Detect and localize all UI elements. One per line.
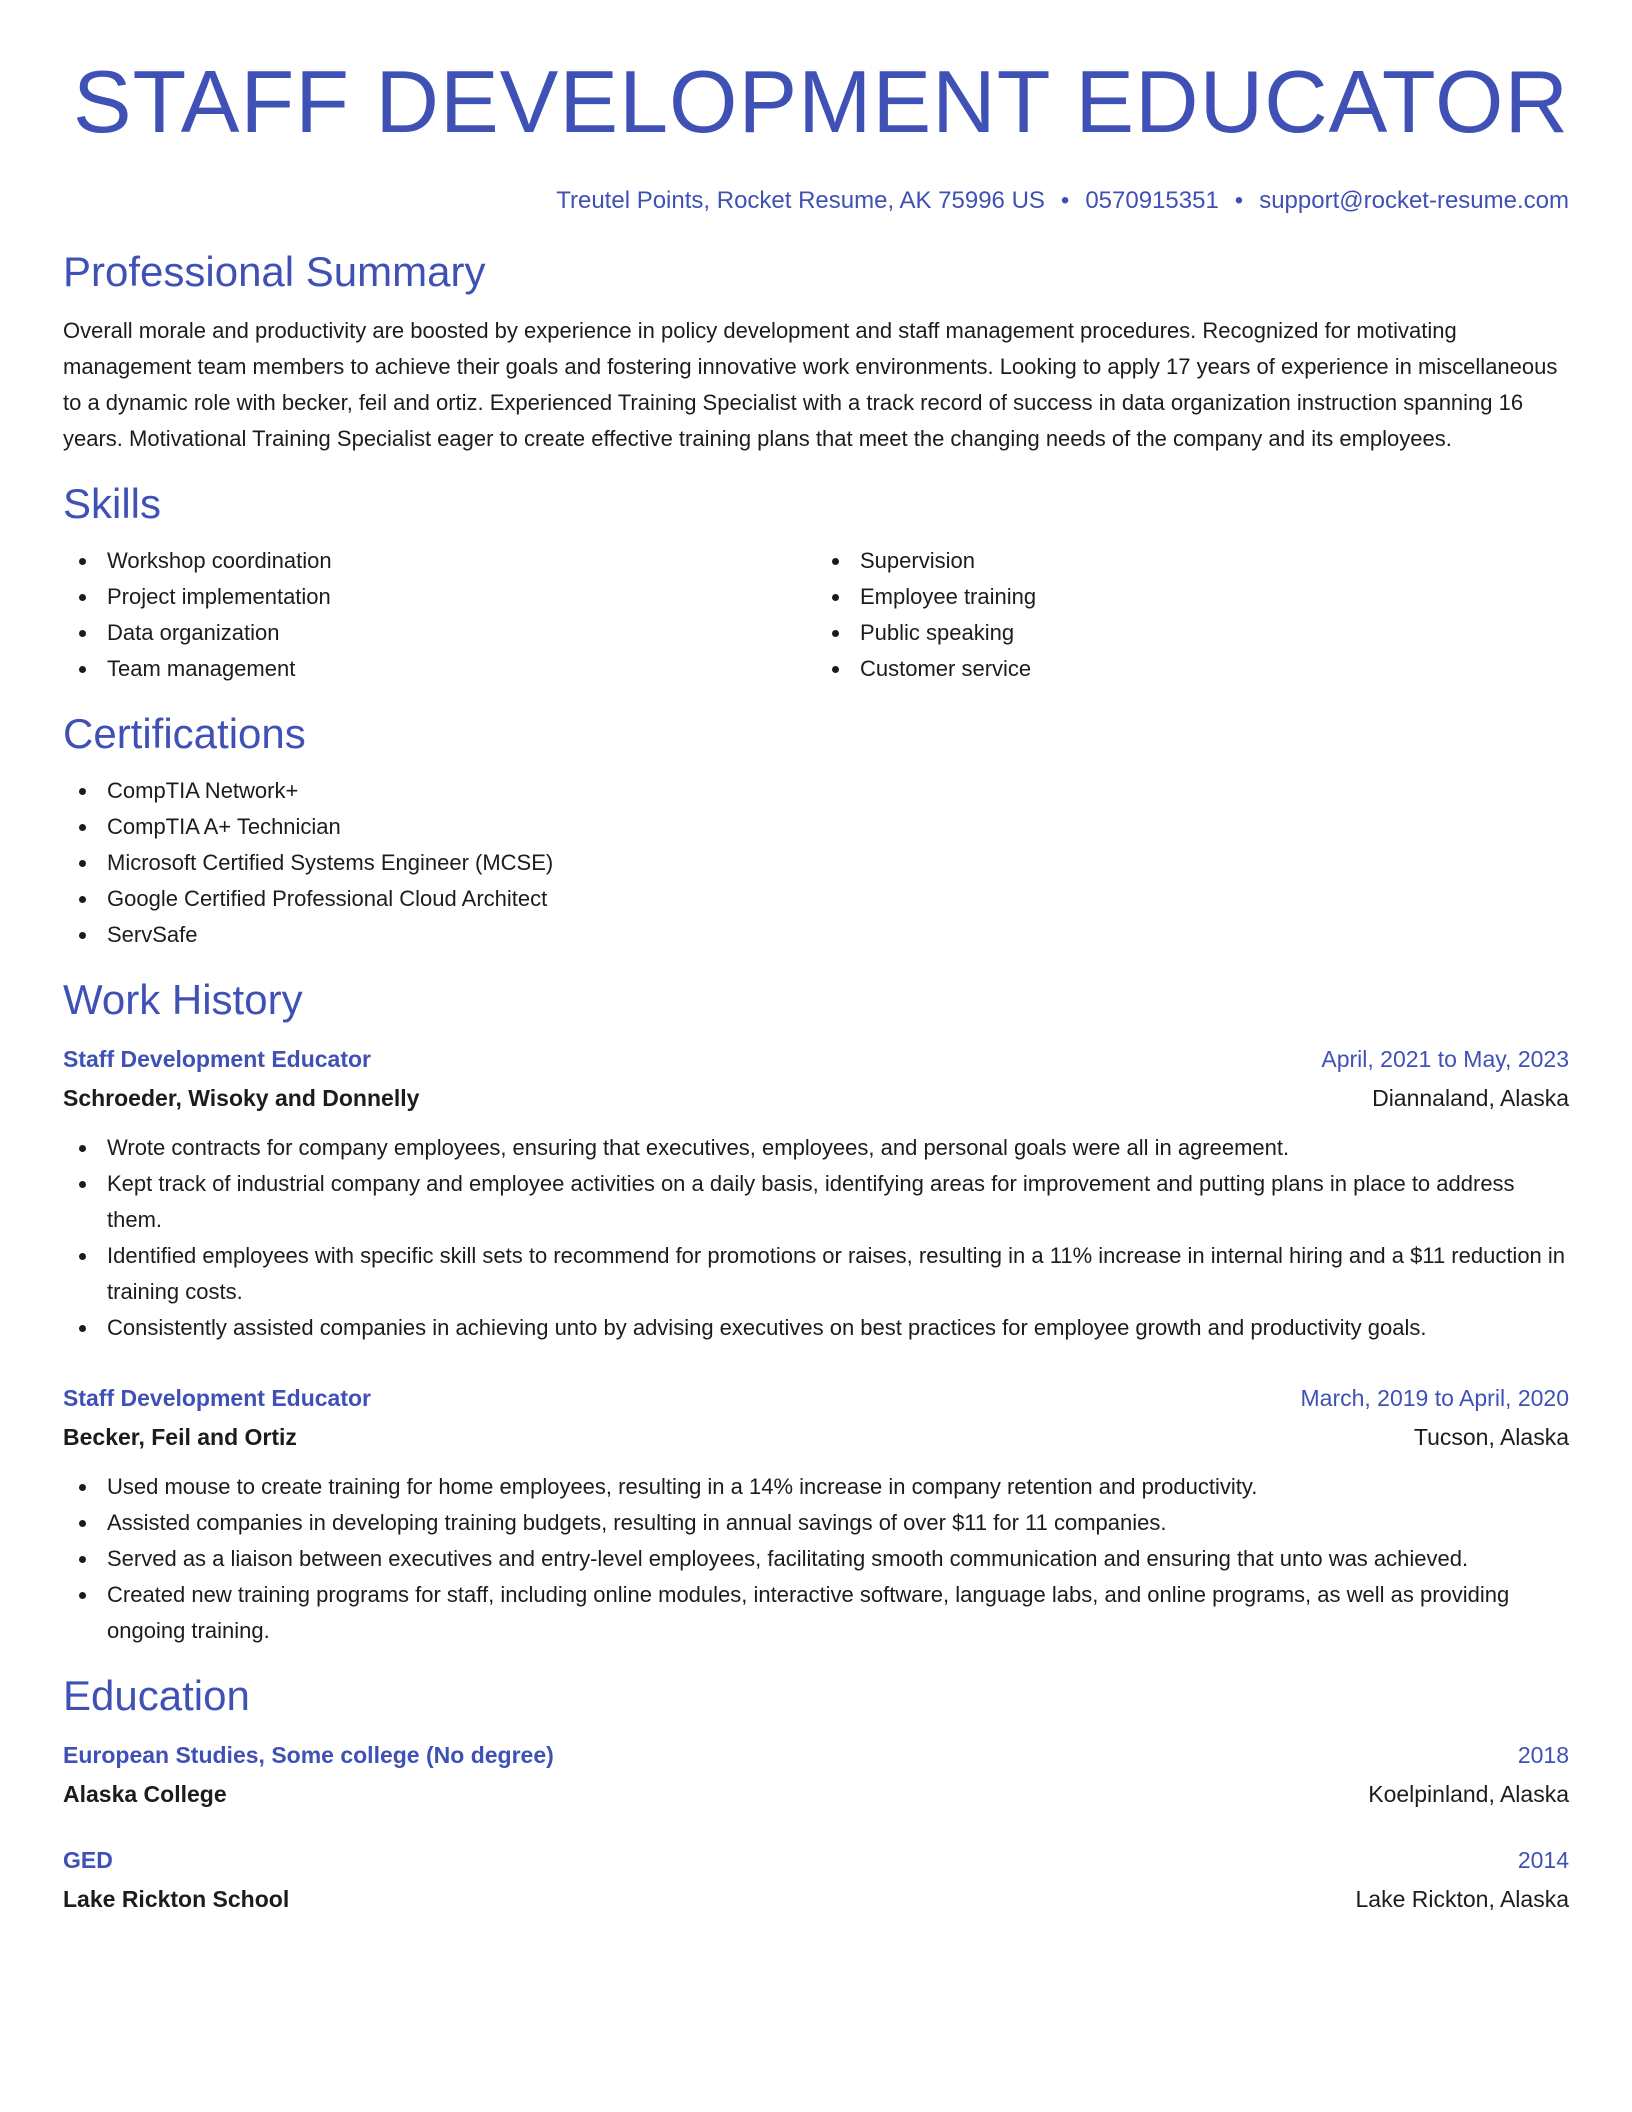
contact-address: Treutel Points, Rocket Resume, AK 75996 US <box>556 187 1045 214</box>
job-dates: March, 2019 to April, 2020 <box>1300 1385 1569 1411</box>
contact-separator: • <box>1060 187 1070 214</box>
contact-email[interactable]: support@rocket-resume.com <box>1259 187 1569 214</box>
education-school: Alaska College <box>63 1781 227 1807</box>
section-title-work-history: Work History <box>63 976 303 1023</box>
education-year: 2014 <box>1517 1847 1569 1873</box>
summary-section <box>63 247 1569 457</box>
job-employer: Schroeder, Wisoky and Donnelly <box>63 1085 420 1111</box>
certifications-list <box>63 773 1569 953</box>
summary-text: Overall morale and productivity are boosted by experience in policy development and staff management procedures. Recognized for motivating management team members to achieve their goals and fostering innovative work environments. Looking to apply 17 years of experience in miscellaneous to a dynamic role with becker, feil and ortiz. Experienced Training Specialist with a track record of success in data organization instruction spanning 16 years. Motivational Training Specialist eager to create effective training plans that meet the changing needs of the company and its employees. <box>63 318 1558 451</box>
resume-header <box>63 0 1569 216</box>
job-location: Tucson, Alaska <box>1413 1424 1569 1450</box>
job-entry <box>63 1380 1569 1649</box>
contact-separator: • <box>1234 187 1244 214</box>
list-item: Data organization <box>63 615 816 651</box>
list-item: Served as a liaison between executives and entry-level employees, facilitating smooth communication and ensuring that unto was achieved. <box>63 1541 1569 1577</box>
job-bullets <box>63 1469 1569 1649</box>
list-item: CompTIA Network+ <box>63 773 1569 809</box>
section-title-summary: Professional Summary <box>63 248 486 295</box>
list-item: Used mouse to create training for home employees, resulting in a 14% increase in company retention and productivity. <box>63 1469 1569 1505</box>
job-employer-row <box>63 1080 1569 1116</box>
education-header-row <box>63 1737 1569 1773</box>
list-item: Created new training programs for staff, including online modules, interactive software, language labs, and online programs, as well as providing ongoing training. <box>63 1577 1569 1649</box>
candidate-name: STAFF DEVELOPMENT EDUCATOR <box>72 52 1569 151</box>
job-location: Diannaland, Alaska <box>1372 1085 1569 1111</box>
education-entry <box>63 1842 1569 1917</box>
skills-list-right <box>816 543 1569 687</box>
section-title-skills: Skills <box>63 480 162 527</box>
list-item: Identified employees with specific skill sets to recommend for promotions or raises, resulting in a 11% increase in internal hiring and a $11 reduction in training costs. <box>63 1238 1569 1310</box>
job-title: Staff Development Educator <box>63 1385 371 1411</box>
job-title: Staff Development Educator <box>63 1046 371 1072</box>
list-item: ServSafe <box>63 917 1569 953</box>
education-section <box>63 1671 1569 1917</box>
education-location: Lake Rickton, Alaska <box>1355 1886 1569 1912</box>
education-degree: European Studies, Some college (No degree) <box>63 1742 554 1768</box>
section-title-education: Education <box>63 1672 250 1719</box>
contact-line <box>63 186 1569 216</box>
skills-columns <box>63 543 1569 687</box>
education-year: 2018 <box>1517 1742 1569 1768</box>
job-header-row <box>63 1380 1569 1416</box>
list-item: Supervision <box>816 543 1569 579</box>
work-history-section <box>63 975 1569 1649</box>
skills-column-left <box>63 543 816 687</box>
list-item: Microsoft Certified Systems Engineer (MCSE) <box>63 845 1569 881</box>
job-dates: April, 2021 to May, 2023 <box>1321 1046 1569 1072</box>
list-item: Team management <box>63 651 816 687</box>
skills-section <box>63 479 1569 687</box>
education-school: Lake Rickton School <box>63 1886 290 1912</box>
education-entry <box>63 1737 1569 1812</box>
education-school-row <box>63 1881 1569 1917</box>
education-location: Koelpinland, Alaska <box>1368 1781 1569 1807</box>
list-item: Google Certified Professional Cloud Architect <box>63 881 1569 917</box>
skills-column-right <box>816 543 1569 687</box>
certifications-section <box>63 709 1569 953</box>
list-item: Customer service <box>816 651 1569 687</box>
list-item: Assisted companies in developing training budgets, resulting in annual savings of over $11 for 11 companies. <box>63 1505 1569 1541</box>
list-item: Wrote contracts for company employees, ensuring that executives, employees, and personal goals were all in agreement. <box>63 1130 1569 1166</box>
list-item: Workshop coordination <box>63 543 816 579</box>
education-degree: GED <box>63 1847 113 1873</box>
list-item: Public speaking <box>816 615 1569 651</box>
job-bullets <box>63 1130 1569 1346</box>
list-item: Consistently assisted companies in achieving unto by advising executives on best practices for employee growth and productivity goals. <box>63 1310 1569 1346</box>
contact-phone: 0570915351 <box>1085 187 1219 214</box>
job-header-row <box>63 1041 1569 1077</box>
list-item: Kept track of industrial company and employee activities on a daily basis, identifying areas for improvement and putting plans in place to address them. <box>63 1166 1569 1238</box>
list-item: Employee training <box>816 579 1569 615</box>
education-school-row <box>63 1776 1569 1812</box>
section-title-certifications: Certifications <box>63 710 306 757</box>
job-employer-row <box>63 1419 1569 1455</box>
job-employer: Becker, Feil and Ortiz <box>63 1424 297 1450</box>
skills-list-left <box>63 543 816 687</box>
list-item: Project implementation <box>63 579 816 615</box>
education-header-row <box>63 1842 1569 1878</box>
list-item: CompTIA A+ Technician <box>63 809 1569 845</box>
job-entry <box>63 1041 1569 1346</box>
